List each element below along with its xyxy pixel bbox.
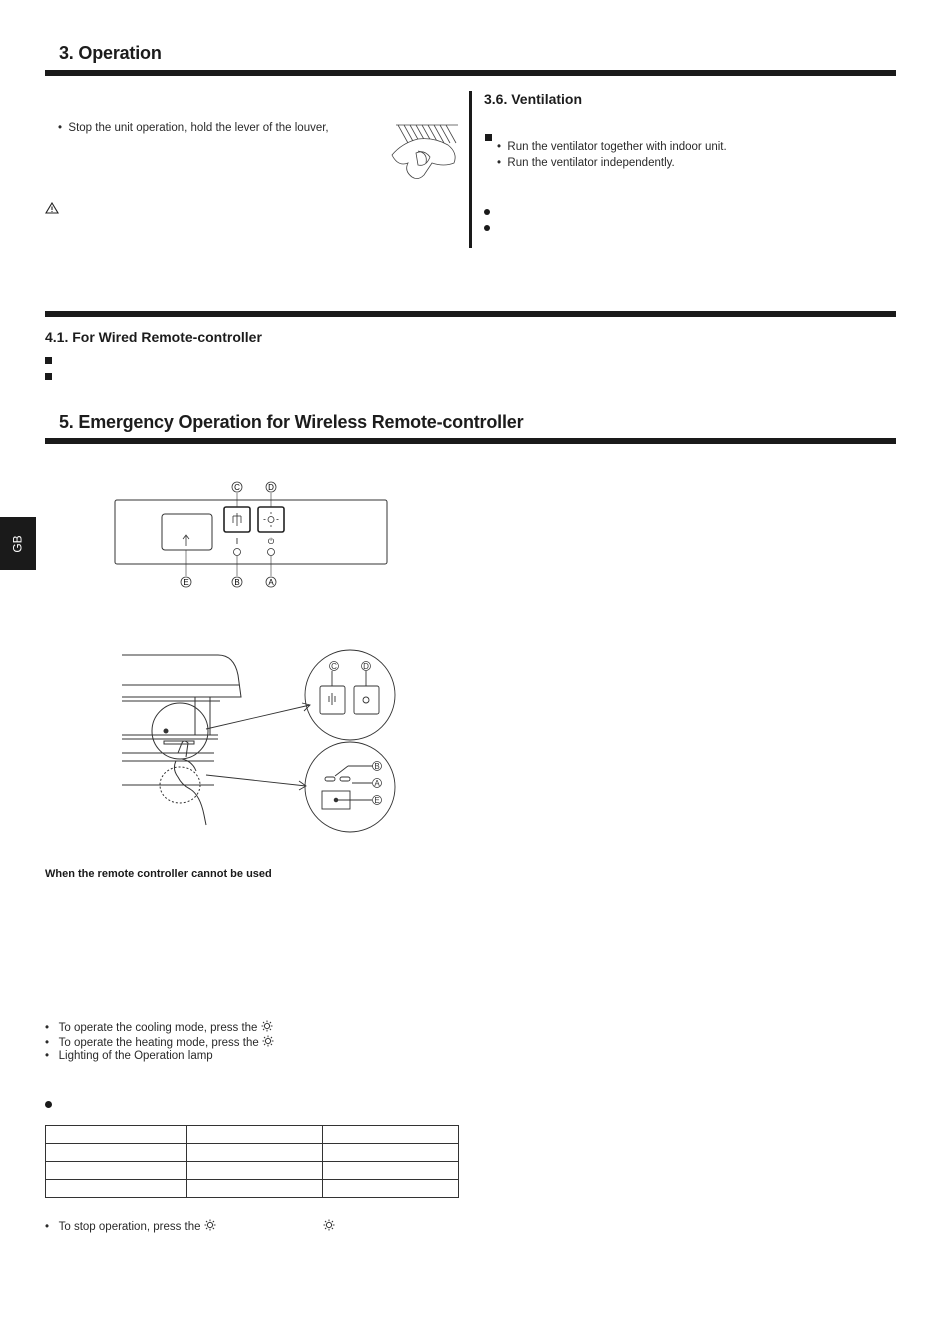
- ventilation-square-bullet: [485, 128, 492, 146]
- stop-bullet-text: To stop operation, press the: [58, 1221, 201, 1233]
- louver-bullet-text: Stop the unit operation, hold the lever of the louver,: [68, 122, 329, 134]
- ventilation-item: • Run the ventilator independently.: [497, 157, 675, 169]
- wired-remote-title: 4.1. For Wired Remote-controller: [45, 329, 262, 345]
- sun-icon: [261, 1020, 273, 1032]
- ventilation-item-1-text: Run the ventilator together with indoor unit.: [507, 141, 727, 153]
- label-a2: A: [374, 779, 380, 788]
- label-c: C: [234, 483, 240, 492]
- sun-icon: [262, 1035, 274, 1047]
- operation-lamp-bullet-text: Lighting of the Operation lamp: [58, 1050, 213, 1062]
- label-b2: B: [374, 762, 380, 771]
- section-3-title: 3. Operation: [59, 43, 162, 63]
- column-divider: [469, 91, 472, 248]
- caution-triangle-icon: [45, 201, 59, 219]
- section-5-rule: [45, 438, 896, 444]
- table-row: [46, 1162, 459, 1180]
- emergency-table: [45, 1125, 459, 1198]
- ventilation-dot-2: [484, 218, 490, 236]
- section-4-rule: [45, 311, 896, 317]
- ventilation-item: • Run the ventilator together with indoor unit.: [497, 141, 727, 153]
- cooling-bullet-text: To operate the cooling mode, press the: [58, 1022, 258, 1034]
- louver-bullet: • Stop the unit operation, hold the lever of the louver,: [58, 122, 329, 134]
- label-d: D: [268, 483, 274, 492]
- stop-bullet: • To stop operation, press the: [45, 1219, 216, 1233]
- emergency-subheading: When the remote controller cannot be used: [45, 868, 272, 880]
- sun-icon: [264, 512, 279, 527]
- emergency-panel-diagram: [112, 478, 392, 598]
- sun-icon: [323, 1218, 335, 1236]
- section-3-rule: [45, 70, 896, 76]
- language-tab: [0, 517, 36, 570]
- label-c2: C: [331, 662, 337, 671]
- table-row: [46, 1126, 459, 1144]
- table-row: [46, 1144, 459, 1162]
- hand-icon: [388, 123, 460, 183]
- ventilation-item-2-text: Run the ventilator independently.: [507, 157, 675, 169]
- label-power: I: [235, 537, 239, 546]
- label-standby: ⏻: [267, 537, 275, 546]
- label-e2: E: [374, 796, 380, 805]
- wired-square-2: [45, 367, 52, 385]
- ventilation-title: 3.6. Ventilation: [484, 91, 583, 107]
- cool-mode-icon: [233, 513, 241, 526]
- heating-bullet-text: To operate the heating mode, press the: [58, 1037, 259, 1049]
- heating-bullet: • To operate the heating mode, press the: [45, 1035, 274, 1049]
- section-5-title: 5. Emergency Operation for Wireless Remote-controller: [59, 412, 524, 432]
- indoor-unit-diagram: [120, 635, 400, 840]
- sun-icon: [204, 1219, 216, 1231]
- label-e: E: [183, 578, 189, 587]
- operation-lamp-bullet: • Lighting of the Operation lamp: [45, 1050, 213, 1062]
- label-d2: D: [363, 662, 369, 671]
- table-row: [46, 1180, 459, 1198]
- label-a: A: [268, 578, 274, 587]
- language-tab-label: GB: [11, 534, 25, 553]
- label-b: B: [234, 578, 240, 587]
- cooling-bullet: • To operate the cooling mode, press the: [45, 1020, 273, 1034]
- louver-hand-illustration: [388, 123, 460, 188]
- table-dot: [45, 1095, 52, 1113]
